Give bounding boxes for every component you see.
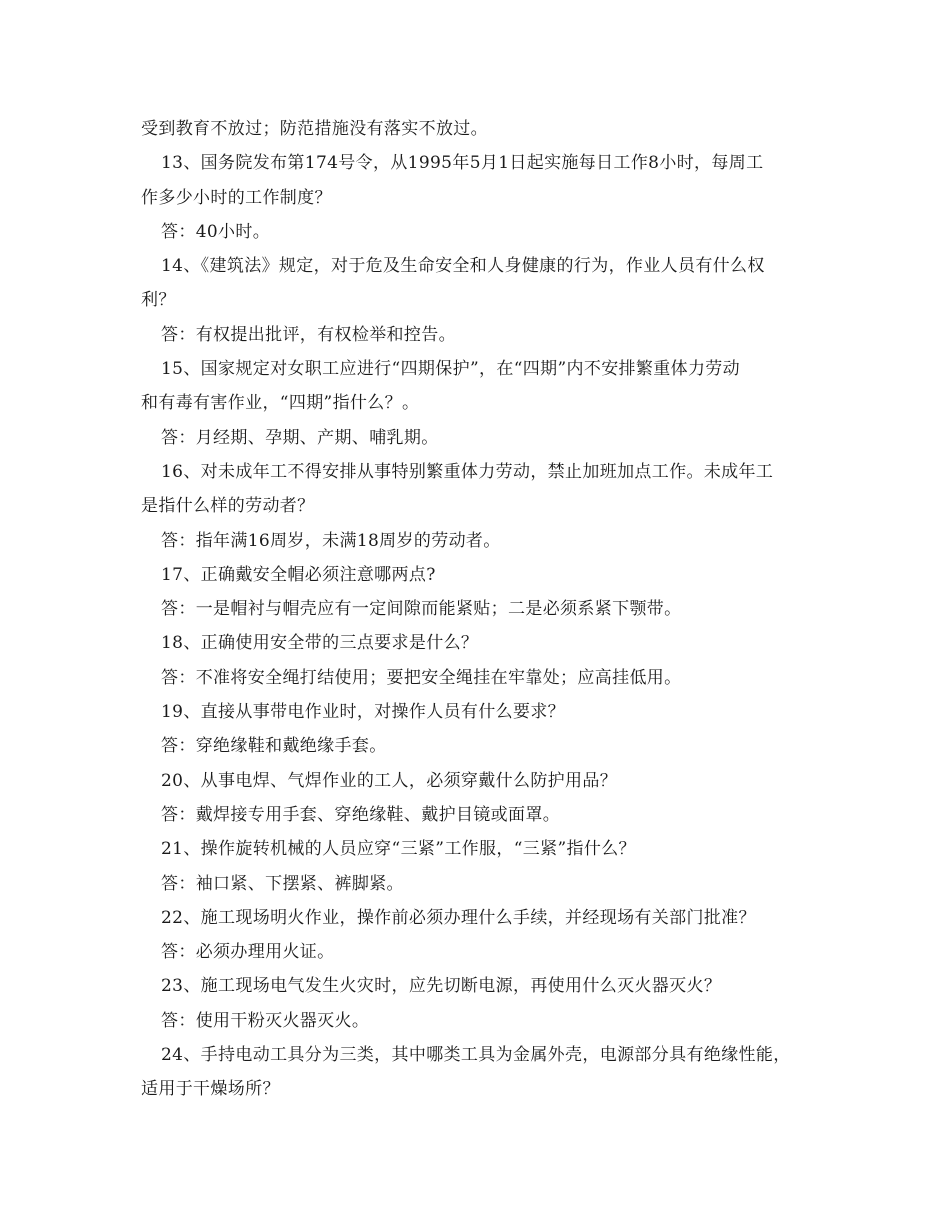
question-continuation-line: 作多少小时的工作制度？ [141,187,332,208]
question-line: 15、国家规定对女职工应进行“四期保护”，在“四期”内不安排繁重体力劳动 [161,359,740,380]
text-line: 受到教育不放过；防范措施没有落实不放过。 [141,119,488,139]
question-line: 22、施工现场明火作业，操作前必须办理什么手续，并经现场有关部门批准？ [161,907,756,928]
document-body [141,112,813,1107]
question-line: 24、手持电动工具分为三类，其中哪类工具为金属外壳，电源部分具有绝缘性能， [161,1045,791,1066]
question-continuation-line: 利？ [141,290,176,311]
question-line: 17、正确戴安全帽必须注意哪两点? [161,564,436,585]
question-line: 14、《建筑法》规定，对于危及生命安全和人身健康的行为，作业人员有什么权 [161,256,765,277]
question-line: 18、正确使用安全带的三点要求是什么？ [161,633,479,654]
question-continuation-line: 和有毒有害作业，“四期”指什么？。 [141,393,420,414]
answer-line: 答：指年满16周岁，未满18周岁的劳动者。 [161,530,501,551]
question-continuation-line: 适用于干燥场所？ [141,1079,280,1100]
answer-line: 答：月经期、孕期、产期、哺乳期。 [161,427,439,448]
answer-line: 答：戴焊接专用手套、穿绝缘鞋、戴护目镜或面罩。 [161,804,561,825]
answer-line: 答：有权提出批评，有权检举和控告。 [161,324,456,345]
question-line: 16、对未成年工不得安排从事特别繁重体力劳动，禁止加班加点工作。未成年工 [161,461,774,482]
question-line: 21、操作旋转机械的人员应穿“三紧”工作服，“三紧”指什么？ [161,839,636,860]
answer-line: 答：不准将安全绳打结使用；要把安全绳挂在牢靠处；应高挂低用。 [161,667,682,688]
question-line: 23、施工现场电气发生火灾时，应先切断电源，再使用什么灭火器灭火？ [161,976,722,997]
answer-line: 答：必须办理用火证。 [161,942,335,963]
question-line: 19、直接从事带电作业时，对操作人员有什么要求？ [161,702,566,723]
answer-line: 答：一是帽衬与帽壳应有一定间隙而能紧贴；二是必须系紧下颚带。 [161,599,682,620]
answer-line: 答：袖口紧、下摆紧、裤脚紧。 [161,873,404,894]
answer-line: 答：40小时。 [161,221,271,242]
question-line: 20、从事电焊、气焊作业的工人，必须穿戴什么防护用品？ [161,770,618,791]
answer-line: 答：使用干粉灭火器灭火。 [161,1010,370,1031]
question-continuation-line: 是指什么样的劳动者？ [141,496,315,517]
answer-line: 答：穿绝缘鞋和戴绝缘手套。 [161,736,387,757]
question-line: 13、国务院发布第174号令，从1995年5月1日起实施每日工作8小时，每周工 [161,153,764,174]
